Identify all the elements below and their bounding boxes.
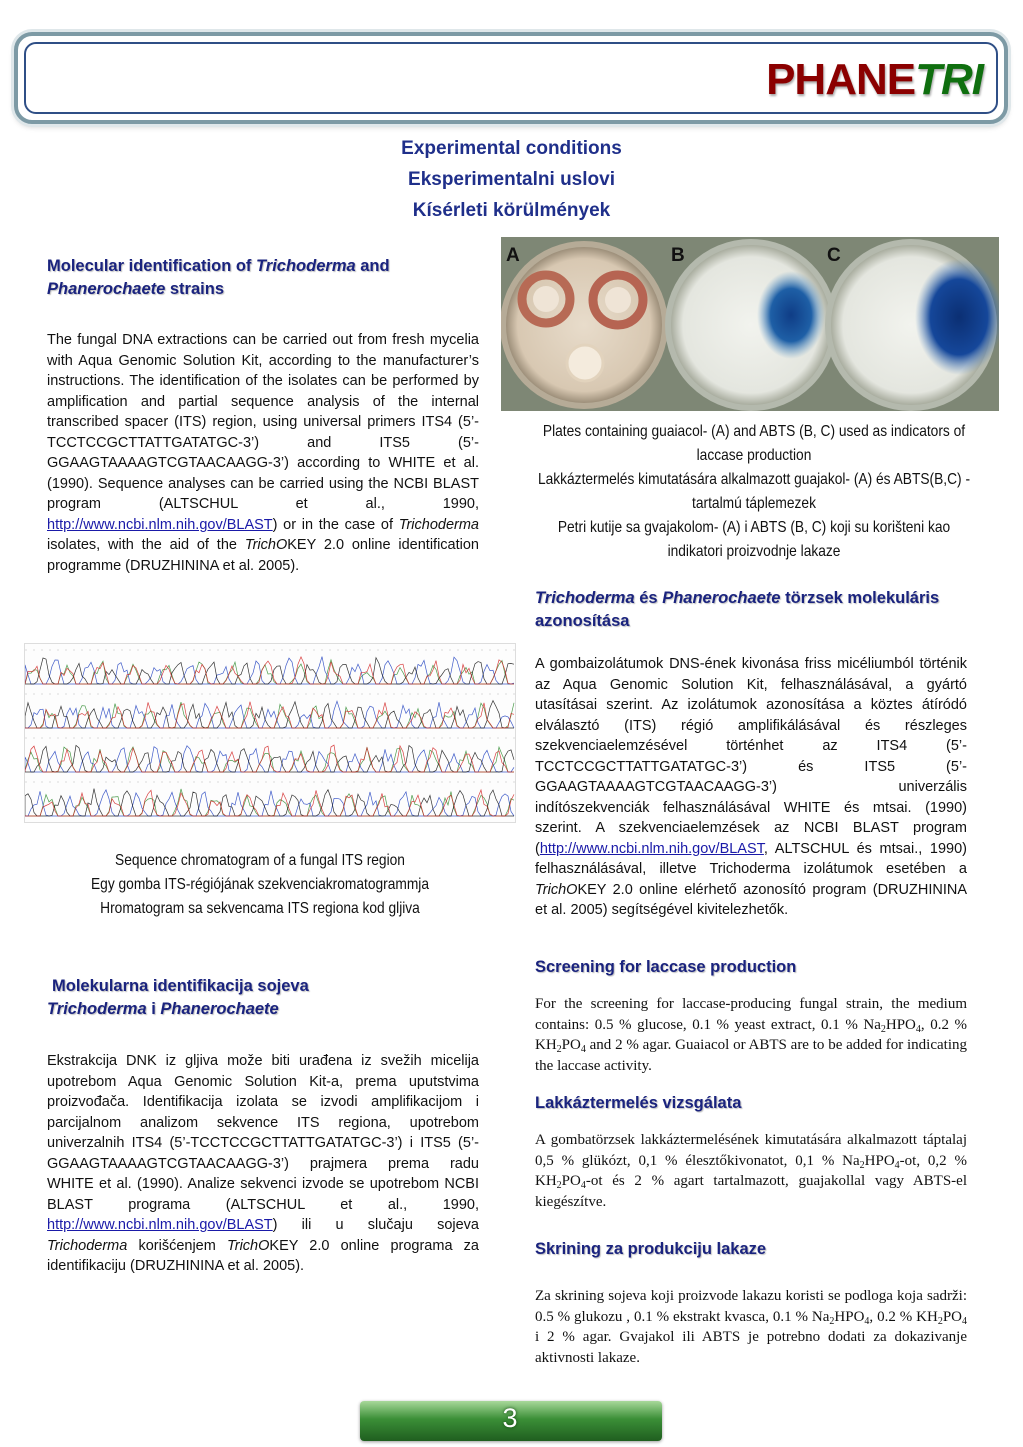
- heading-genus-trichoderma: Trichoderma: [47, 1000, 147, 1018]
- paragraph-part: HPO: [864, 1152, 895, 1169]
- mol-id-en-heading: [47, 255, 487, 301]
- paragraph-part: -ot és 2 % agart tartalmazott, guajakollal vagy ABTS-el kiegészítve.: [535, 1173, 967, 1210]
- paragraph-part: , 0.2 % KH: [535, 1016, 967, 1053]
- petri-plates-illustration: [501, 237, 999, 411]
- paragraph-part: KEY 2.0 online elérhető azonosító program (DRUZHININA et al. 2005) segítségével kivitelezhetők.: [535, 881, 967, 918]
- subscript: 4: [580, 1180, 586, 1191]
- page-title: [0, 133, 1023, 226]
- heading-part: Molekularna identifikacija sojeva: [52, 977, 309, 995]
- screening-en-heading: Screening for laccase production: [535, 958, 797, 976]
- petri-plates-photo: [501, 237, 999, 411]
- ncbi-blast-link[interactable]: http://www.ncbi.nlm.nih.gov/BLAST: [47, 516, 273, 533]
- mol-id-hu-heading: [535, 587, 975, 633]
- subscript: 4: [580, 1044, 586, 1055]
- page-title-sr: Eksperimentalni uslovi: [408, 169, 615, 190]
- paragraph-part: ) or in the case of: [272, 516, 399, 533]
- heading-part: Molecular identification of: [47, 257, 257, 275]
- trichokey-name: TrichO: [535, 881, 578, 898]
- subscript: 4: [915, 1023, 921, 1035]
- plate-label-c: C: [827, 245, 841, 266]
- logo-phane: PHANE: [766, 55, 916, 104]
- paragraph-part: PO: [561, 1173, 581, 1189]
- paragraph-part: The fungal DNA extractions can be carried out from fresh mycelia with Aqua Genomic Solution Kit, according to the manufacturer’s instructions. The identification of the isolates can be performed by amplification and partial sequence analysis of the internal transcribed spacer (ITS) region, using universal primers ITS4 (5’-TCCTCCGCTTATTGATATGC-3’) and ITS5 (5’-GGAAGTAAAAGTCGTAACAAGG-3’) according to WHITE et al. (1990). Sequence analyses can be carried using the NCBI BLAST program (ALTSCHUL et al., 1990,: [47, 332, 479, 512]
- screening-hu-heading: Lakkáztermelés vizsgálata: [535, 1094, 742, 1112]
- paragraph-part: HPO: [885, 1016, 916, 1033]
- genus-name: Trichoderma: [47, 1237, 128, 1254]
- paragraph-part: A gombatörzsek lakkáztermelésének kimutatására alkalmazott táptalaj 0,5 % glükózt, 0,1 % élesztőkivonatot, 0,1 % Na: [535, 1132, 967, 1169]
- chromatogram-caption-sr: Hromatogram sa sekvencama ITS regiona kod gljiva: [100, 900, 420, 917]
- plate-label-a: A: [506, 245, 520, 266]
- paragraph-part: korišćenjem: [127, 1237, 227, 1254]
- paragraph-part: KEY 2.0 online identification programme (DRUZHININA et al. 2005).: [47, 537, 479, 574]
- paragraph-part: For the screening for laccase-producing fungal strain, the medium contains: 0.5 % glucose, 0.1 % yeast extract, 0.1 % Na: [535, 996, 967, 1033]
- subscript: 4: [962, 1315, 967, 1327]
- paragraph-part: and 2 % agar. Guaiacol or ABTS are to be added for indicating the laccase activity.: [535, 1037, 967, 1074]
- genus-name: Trichoderma: [398, 516, 479, 533]
- plates-caption-hu: Lakkáztermelés kimutatására alkalmazott guajakol- (A) és ABTS(B,C) -tartalmú táplemezek: [537, 471, 971, 512]
- screening-sr-text: [535, 1286, 967, 1368]
- screening-en-text: [535, 994, 967, 1076]
- heading-part: és: [634, 589, 663, 607]
- plate-label-b: B: [671, 245, 685, 266]
- screening-hu-text: [535, 1130, 967, 1212]
- paragraph-part: i 2 % agar. Gvajakol ili ABTS je potrebno dodati za dokazivanje aktivnosti lakaze.: [535, 1329, 967, 1366]
- paragraph-part: Ekstrakcija DNK iz gljiva može biti urađena iz svežih micelija upotrebom Aqua Genomic Solution Kit-a, prema uputstvima proizvođača. Identifikacija izolata se izvodi amplifikacijom i parcijalnom analizom sekvence ITS regiona, upotrebom univerzalnih ITS4 (5’-TCCTCCGCTTATTGATATGC-3’) i ITS5 (5’-GGAAGTAAAAGTCGTAACAAGG-3’) prajmera prema radu WHITE et al. (1990). Analize sekvenci izvode se upotrebom NCBI BLAST programa (ALTSCHUL et al., 1990,: [47, 1053, 479, 1213]
- subscript: 2: [829, 1315, 835, 1327]
- paragraph-part: A gombaizolátumok DNS-ének kivonása friss micéliumból történik az Aqua Genomic Solution Kit, felhasználásával, a gyártó utasításai szerint. Az izolátumok azonosítása a köztes átíródó elválasztó (ITS) régió amplifikálásával és részleges szekvenciaelemzésével történhet az ITS4 (5’-TCCTCCGCTTATTGATATGC-3’) és ITS5 (5’-GGAAGTAAAAGTCGTAACAAGG-3’) univerzális indítószekvenciák felhasználásával WHITE és mtsai. (1990) szerint. A szekvenciaelemzések az NCBI BLAST program (: [535, 656, 967, 857]
- page-number: 3: [502, 1403, 518, 1433]
- paragraph-part: isolates, with the aid of the: [47, 537, 245, 553]
- trichokey-name: TrichO: [226, 1237, 270, 1254]
- heading-genus-phanerochaete: Phanerochaete: [47, 280, 166, 298]
- heading-part: törzsek molekuláris azonosítása: [535, 589, 940, 630]
- plates-caption-sr: Petri kutije sa gvajakolom- (A) i ABTS (B, C) koji su korišteni kao indikatori proizvodnje lakaze: [557, 519, 951, 560]
- phanetri-logo: [766, 55, 983, 104]
- mol-id-sr-text: [47, 1051, 479, 1277]
- paragraph-part: ) ili u slučaju sojeva: [272, 1217, 479, 1233]
- subscript: 2: [859, 1159, 865, 1171]
- paragraph-part: , ALTSCHUL és mtsai., 1990) felhasználásával, illetve Trichoderma izolátumok esetében a: [535, 840, 967, 877]
- chromatogram-caption: [45, 849, 475, 921]
- plates-caption-en: Plates containing guaiacol- (A) and ABTS (B, C) used as indicators of laccase production: [542, 423, 966, 464]
- paragraph-part: KEY 2.0 online programa za identifikaciju (DRUZHININA et al. 2005).: [47, 1237, 479, 1274]
- trichokey-name: TrichO: [244, 537, 288, 553]
- sequence-chromatogram-image: [24, 643, 516, 823]
- subscript: 2: [880, 1023, 886, 1035]
- heading-genus-phanerochaete: Phanerochaete: [160, 1000, 279, 1018]
- subscript: 4: [864, 1315, 870, 1327]
- paragraph-part: PO: [561, 1037, 581, 1053]
- plates-caption: [530, 420, 977, 564]
- heading-genus-phanerochaete: Phanerochaete: [662, 589, 781, 607]
- heading-part: i: [146, 1000, 161, 1018]
- mol-id-hu-text: [535, 654, 967, 921]
- subscript: 2: [937, 1315, 943, 1327]
- heading-part: and: [355, 257, 390, 275]
- page-title-hu: Kísérleti körülmények: [412, 200, 611, 221]
- subscript: 2: [556, 1180, 562, 1191]
- paragraph-part: Za skrining sojeva koji proizvode lakazu koristi se podloga koja sadrži: 0.5 % glukozu , 0.1 % ekstrakt kvasca, 0.1 % Na: [535, 1288, 967, 1325]
- page-title-en: Experimental conditions: [401, 138, 622, 159]
- subscript: 4: [894, 1159, 900, 1171]
- paragraph-part: , 0.2 % KH: [869, 1308, 938, 1325]
- paragraph-part: PO: [942, 1308, 962, 1325]
- ncbi-blast-link[interactable]: http://www.ncbi.nlm.nih.gov/BLAST: [539, 840, 764, 857]
- ncbi-blast-link[interactable]: http://www.ncbi.nlm.nih.gov/BLAST: [47, 1217, 273, 1233]
- paragraph-part: -ot, 0,2 % KH: [535, 1152, 967, 1189]
- chromatogram-caption-en: Sequence chromatogram of a fungal ITS region: [115, 852, 405, 869]
- subscript: 2: [556, 1044, 562, 1055]
- heading-genus-trichoderma: Trichoderma: [256, 257, 356, 275]
- screening-sr-heading: Skrining za produkciju lakaze: [535, 1240, 767, 1258]
- heading-genus-trichoderma: Trichoderma: [535, 589, 635, 607]
- paragraph-part: HPO: [834, 1308, 865, 1325]
- chromatogram-caption-hu: Egy gomba ITS-régiójának szekvenciakromatogrammja: [90, 876, 430, 893]
- logo-tri: TRI: [915, 55, 983, 104]
- mol-id-sr-heading: [47, 975, 487, 1021]
- chromatogram-traces: [25, 644, 515, 822]
- mol-id-en-text: [47, 330, 479, 576]
- heading-part: strains: [165, 280, 224, 298]
